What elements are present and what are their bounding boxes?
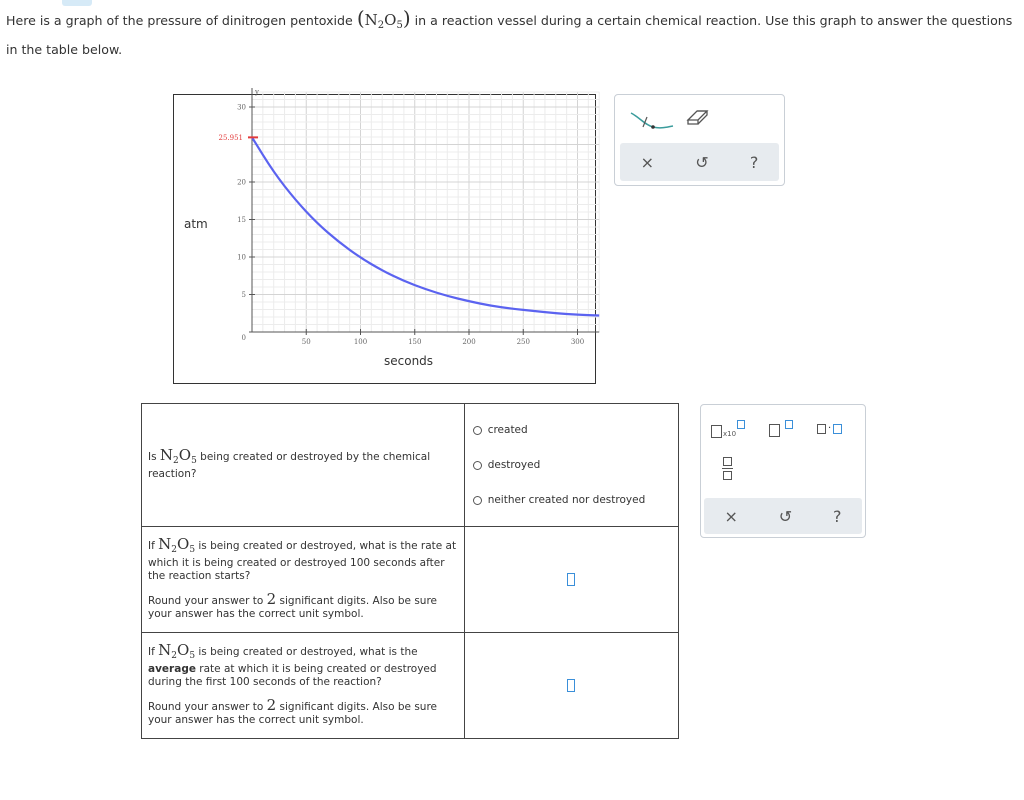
intro-text: Here is a graph of the pressure of dinitrogen pentoxide $(N_2O_5)$ in a reaction vessel during a certain chemical reaction. Use this graph to answer the questions in the table below. — [6, 6, 1016, 62]
exponent-tool[interactable] — [769, 420, 793, 441]
y-tick-label: 30 — [237, 103, 246, 112]
intro-part2: in a reaction vessel during a certain chemical reaction. Use this graph to answer the questions in the table below. — [6, 13, 1013, 57]
question-table — [141, 403, 679, 739]
help-icon[interactable]: ? — [833, 506, 842, 526]
undo-icon[interactable]: ↺ — [695, 152, 709, 172]
y-letter: y — [255, 88, 259, 96]
answer-toolbar — [704, 498, 862, 534]
question-3: If $N_2O_5$ is being created or destroyed, what is the average rate at which it is being created or destroyed during the first 100 seconds of the reaction? Round your answer to 2 significant digits. Also be sure your answer has the correct unit symbol. — [142, 633, 465, 739]
intro-part1: Here is a graph of the pressure of dinitrogen pentoxide — [6, 13, 353, 28]
y-tick-label: 10 — [237, 253, 246, 262]
y-tick-label: 0 — [241, 334, 246, 342]
graph-grid — [252, 92, 599, 332]
help-icon[interactable]: ? — [749, 152, 759, 172]
x-tick-label: 300 — [570, 338, 585, 346]
answer-toolbox — [700, 404, 866, 538]
answer-1 — [464, 404, 678, 527]
formula: $N_2O_5$ — [364, 11, 403, 31]
radio-created[interactable]: created — [473, 424, 670, 436]
graph-toolbar — [620, 143, 779, 181]
undo-icon[interactable]: ↺ — [778, 506, 793, 526]
answer-2 — [464, 527, 678, 633]
question-1: Is $N_2O_5$ being created or destroyed by the chemical reaction? — [142, 404, 465, 527]
x-tick-label: 100 — [353, 338, 368, 346]
top-tab[interactable] — [62, 0, 92, 6]
y-axis-label: atm — [184, 217, 208, 231]
fraction-tool[interactable] — [722, 457, 733, 480]
table-row — [142, 404, 679, 527]
clear-icon[interactable]: × — [724, 506, 738, 526]
x-axis-label: seconds — [384, 354, 434, 368]
answer-input-rate-100s[interactable] — [567, 573, 575, 586]
y-tick-label: 20 — [237, 178, 246, 187]
pressure-graph[interactable] — [174, 88, 595, 353]
eraser-icon[interactable] — [685, 107, 713, 127]
question-2: If $N_2O_5$ is being created or destroyed, what is the rate at which it is being created or destroyed 100 seconds after the reaction starts? Round your answer to 2 significant digits. Also be sure your answer has the correct unit symbol. — [142, 527, 465, 633]
radio-neither[interactable]: neither created nor destroyed — [473, 494, 670, 506]
x10-tool[interactable]: x10 — [711, 420, 745, 438]
y-marker-label: 25.951 — [218, 133, 243, 142]
answer-3 — [464, 633, 678, 739]
clear-icon[interactable]: × — [640, 152, 655, 172]
y-tick-label: 15 — [237, 216, 246, 224]
x-tick-label: 50 — [301, 338, 311, 346]
x-tick-label: 150 — [408, 338, 422, 346]
multiply-tool[interactable]: · — [817, 423, 842, 434]
answer-input-average-rate[interactable] — [567, 679, 575, 692]
y-tick-label: 5 — [241, 291, 246, 299]
curve-tool-icon[interactable] — [629, 105, 675, 131]
table-row — [142, 527, 679, 633]
x-tick-label: 200 — [462, 338, 476, 346]
graph-toolbox — [614, 94, 785, 186]
radio-destroyed[interactable]: destroyed — [473, 459, 670, 471]
table-row — [142, 633, 679, 739]
x-tick-label: 250 — [516, 338, 530, 346]
